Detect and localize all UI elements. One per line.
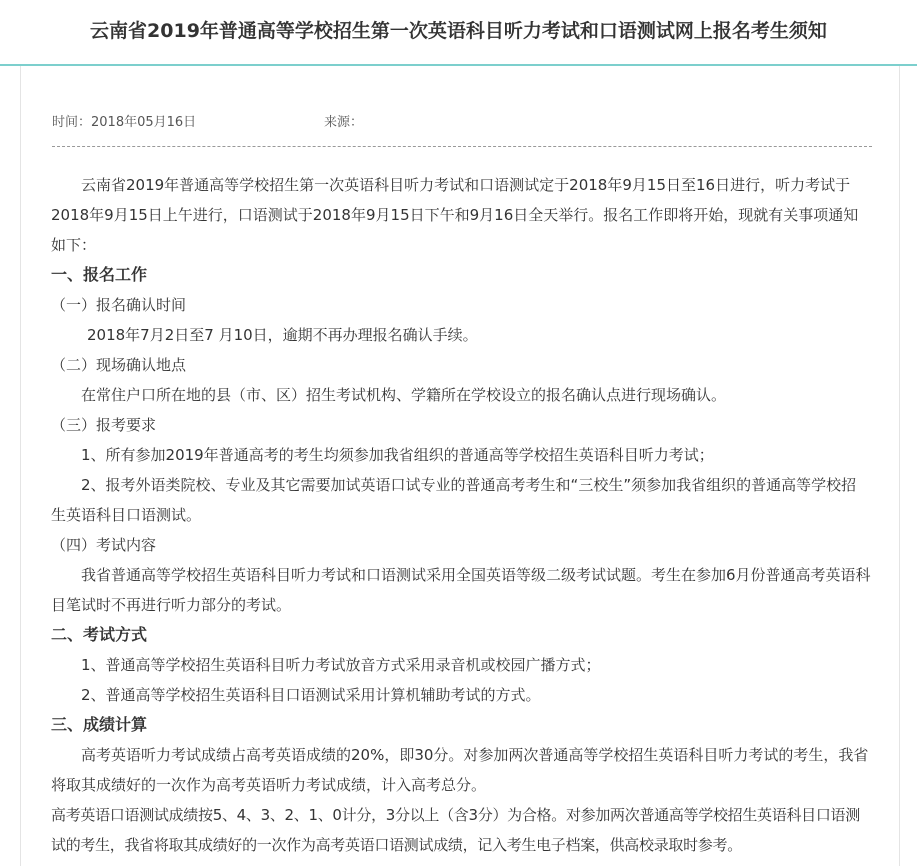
paragraph-requirement-2: 2、报考外语类院校、专业及其它需要加试英语口试专业的普通高考考生和“三校生”须参加我省组织的普通高等学校招生英语科目口语测试。 (51, 476, 857, 524)
intro-paragraph: 云南省2019年普通高等学校招生第一次英语科目听力考试和口语测试定于2018年9月15日至16日进行，听力考试于2018年9月15日上午进行，口语测试于2018年9月15日下午和9月16日全天举行。报名工作即将开始，现就有关事项通知如下： (51, 176, 859, 254)
paragraph-method-1: 1、普通高等学校招生英语科目听力考试放音方式采用录音机或校园广播方式； (81, 656, 601, 674)
section-heading-registration: 一、报名工作 (51, 265, 148, 284)
page-title: 云南省2019年普通高等学校招生第一次英语科目听力考试和口语测试网上报名考生须知 (90, 20, 827, 42)
section-heading-exam-method: 二、考试方式 (51, 625, 148, 644)
article-body (51, 170, 871, 860)
paragraph-confirm-place: 在常住户口所在地的县（市、区）招生考试机构、学籍所在学校设立的报名确认点进行现场确认。 (81, 386, 727, 404)
page-header (0, 0, 917, 66)
publish-time: 时间：2018年05月16日 (52, 115, 197, 130)
subsection-title-requirements: （三）报考要求 (51, 416, 157, 434)
subsection-title-content: （四）考试内容 (51, 536, 157, 554)
paragraph-scoring-oral: 高考英语口语测试成绩按5、4、3、2、1、0计分，3分以上（含3分）为合格。对参加两次普通高等学校招生英语科目口语测试的考生，我省将取其成绩好的一次作为高考英语口语测试成绩，记入考生电子档案，供高校录取时参考。 (51, 806, 860, 854)
subsection-title-confirm-time: （一）报名确认时间 (51, 296, 187, 314)
source-label: 来源： (324, 115, 364, 130)
paragraph-method-2: 2、普通高等学校招生英语科目口语测试采用计算机辅助考试的方式。 (81, 686, 541, 704)
paragraph-scoring-listening: 高考英语听力考试成绩占高考英语成绩的20%，即30分。对参加两次普通高等学校招生英语科目听力考试的考生，我省将取其成绩好的一次作为高考英语听力考试成绩，计入高考总分。 (51, 746, 869, 794)
paragraph-exam-content: 我省普通高等学校招生英语科目听力考试和口语测试采用全国英语等级二级考试试题。考生在参加6月份普通高考英语科目笔试时不再进行听力部分的考试。 (51, 566, 871, 614)
paragraph-confirm-time: 2018年7月2日至7 月10日，逾期不再办理报名确认手续。 (87, 326, 478, 344)
subsection-title-confirm-place: （二）现场确认地点 (51, 356, 187, 374)
section-heading-scoring: 三、成绩计算 (51, 715, 148, 734)
paragraph-requirement-1: 1、所有参加2019年普通高考的考生均须参加我省组织的普通高等学校招生英语科目听力考试； (81, 446, 714, 464)
meta-divider (52, 146, 872, 147)
